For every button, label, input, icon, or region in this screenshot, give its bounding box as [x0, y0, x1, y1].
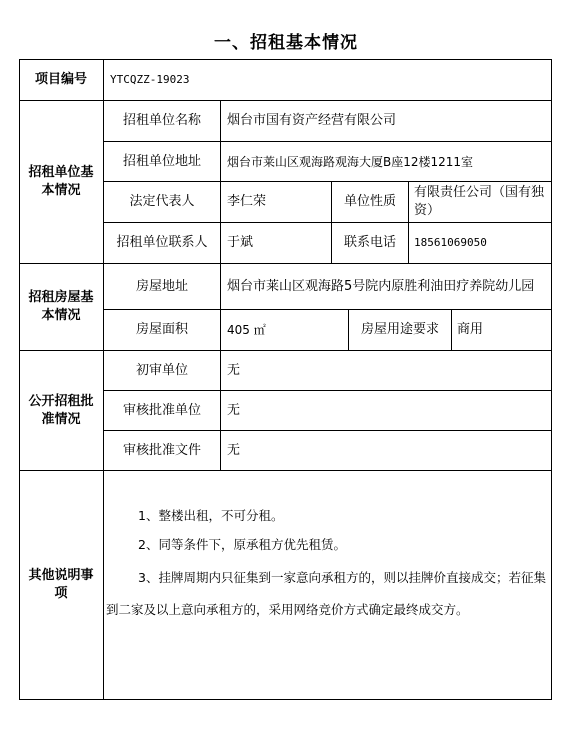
unit-address-label: 招租单位地址: [122, 153, 201, 169]
unit-section-header: 招租单位基本情况: [28, 165, 94, 198]
section-title: 一、招租基本情况: [214, 33, 358, 53]
first-review-label: 初审单位: [135, 362, 188, 378]
house-address-value: 烟台市莱山区观海路5号院内原胜利油田疗养院幼儿园: [227, 278, 535, 294]
approval-unit-label: 审核批准单位: [122, 402, 201, 418]
legal-rep-value: 李仁荣: [227, 194, 267, 209]
house-area-value: 405 ㎡: [227, 323, 266, 337]
notes-content: [106, 494, 550, 626]
legal-rep-label: 法定代表人: [129, 194, 195, 209]
unit-name-value: 烟台市国有资产经营有限公司: [227, 113, 397, 128]
house-use-value: 商用: [457, 322, 484, 337]
approval-unit-value: 无: [227, 402, 241, 418]
unit-contact-value: 于斌: [227, 235, 254, 250]
note-item: 3、挂牌周期内只征集到一家意向承租方的，则以挂牌价直接成交；若征集到二家及以上意向承租方的，采用网络竞价方式确定最终成交方。: [106, 570, 546, 617]
phone-value: 18561069050: [414, 236, 487, 249]
project-number-value: YTCQZZ-19023: [110, 73, 190, 86]
approval-doc-label: 审核批准文件: [122, 442, 201, 458]
first-review-value: 无: [227, 362, 241, 378]
approval-doc-value: 无: [227, 442, 241, 458]
approval-section-header: 公开招租批准情况: [28, 393, 94, 427]
house-use-label: 房屋用途要求: [360, 322, 439, 337]
unit-contact-label: 招租单位联系人: [116, 235, 208, 250]
unit-nature-label: 单位性质: [343, 194, 396, 209]
note-item: 1、整楼出租，不可分租。: [138, 508, 284, 523]
house-section-header: 招租房屋基本情况: [28, 290, 94, 323]
note-item: 2、同等条件下，原承租方优先租赁。: [138, 537, 346, 552]
house-area-label: 房屋面积: [135, 322, 188, 337]
phone-label: 联系电话: [343, 235, 396, 250]
unit-address-value: 烟台市莱山区观海路观海大厦B座12楼1211室: [227, 154, 474, 169]
notes-section-header: 其他说明事项: [28, 568, 94, 601]
unit-name-label: 招租单位名称: [122, 113, 201, 128]
house-address-label: 房屋地址: [135, 278, 188, 294]
project-number-label: 项目编号: [34, 72, 87, 87]
unit-nature-value: 有限责任公司（国有独资）: [414, 185, 545, 218]
